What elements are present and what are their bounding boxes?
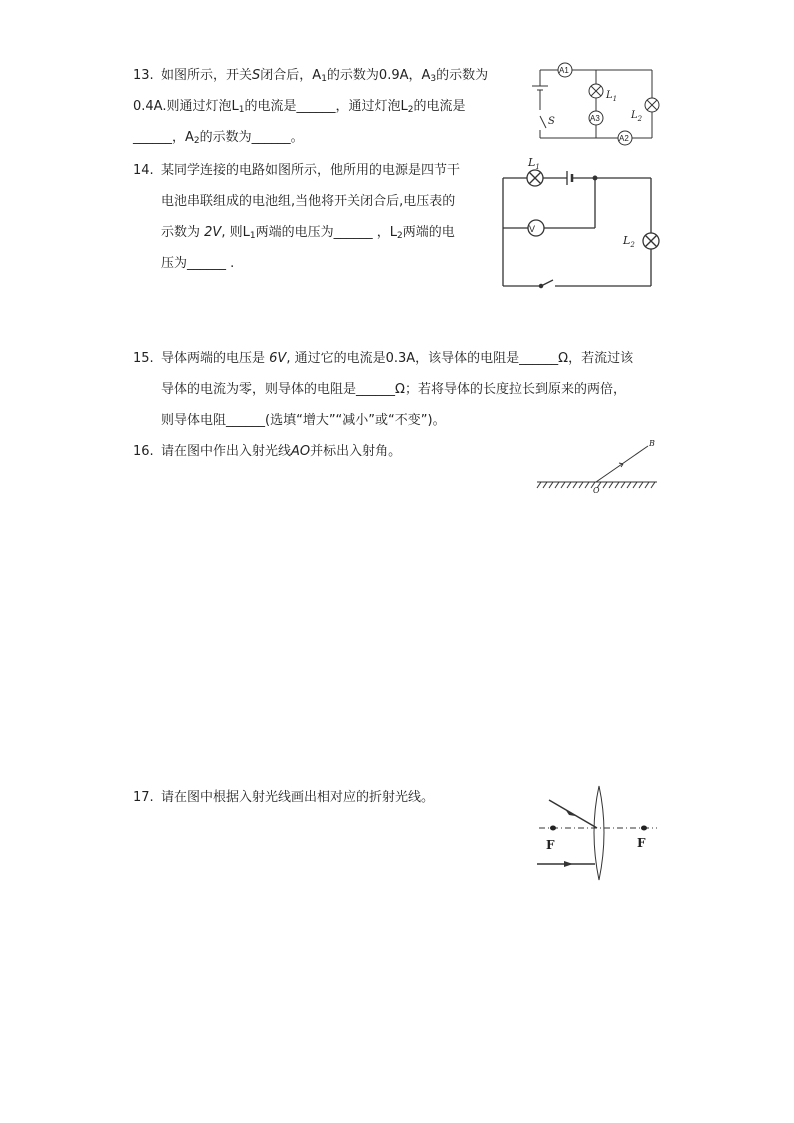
- reflection-diagram-q16: [535, 436, 660, 496]
- focus-point-left: [550, 826, 556, 831]
- question-text-line: 某同学连接的电路如图所示，他所用的电源是四节干: [161, 163, 461, 178]
- question-16: [133, 436, 533, 467]
- question-text-line: ______，$A_2$的示数为______。: [133, 122, 304, 157]
- question-text-line: 示数为 2V, 则$L_1$两端的电压为______ ，$L_2$两端的电: [161, 217, 455, 252]
- answer-blank[interactable]: ______: [251, 130, 291, 145]
- question-number: 16.: [133, 444, 154, 459]
- convex-lens: [594, 786, 604, 880]
- answer-blank[interactable]: ______: [187, 256, 227, 271]
- question-number: 17.: [133, 790, 154, 805]
- question-text-line: 电池串联组成的电池组,当他将开关闭合后,电压表的: [161, 194, 456, 209]
- question-text-line: 如图所示，开关S闭合后，$A_1$的示数为0.9A，$A_3$的示数为: [161, 68, 489, 84]
- question-text-line: 导体的电流为零，则导体的电阻是______Ω；若将导体的长度拉长到原来的两倍，: [161, 374, 626, 405]
- label-l2: $L_2$: [631, 110, 643, 123]
- label-f-right: F: [637, 836, 646, 850]
- label-f-left: F: [546, 838, 555, 852]
- answer-blank[interactable]: ______: [296, 99, 336, 114]
- focus-point-right: [641, 826, 647, 831]
- label-a1: A1: [559, 66, 569, 75]
- label-l1: $L_1$: [606, 90, 618, 103]
- label-l1: $L_1$: [528, 156, 540, 171]
- question-17: [133, 782, 533, 813]
- label-l2: $L_2$: [623, 234, 635, 249]
- question-text-line: 请在图中根据入射光线画出相对应的折射光线。: [161, 790, 435, 805]
- circuit-diagram-q13: [528, 58, 660, 148]
- question-14: [133, 155, 493, 279]
- question-number: 13.: [133, 68, 154, 83]
- label-s: S: [548, 116, 555, 127]
- question-number: 15.: [133, 351, 154, 366]
- label-a2: A2: [619, 134, 629, 143]
- incident-ray-top: [549, 800, 597, 828]
- question-text-line: 导体两端的电压是 6V, 通过它的电流是0.3A，该导体的电阻是______Ω，若流过该: [161, 343, 633, 374]
- answer-blank[interactable]: ______: [333, 225, 373, 240]
- label-a3: A3: [590, 114, 600, 123]
- question-text-line: 压为______ .: [161, 248, 234, 279]
- lens-diagram-q17: [533, 782, 663, 884]
- question-text-line: 0.4A.则通过灯泡$L_1$的电流是______，通过灯泡$L_2$的电流是: [133, 91, 465, 126]
- question-13: [133, 60, 533, 155]
- question-15: [133, 343, 693, 438]
- question-text-line: 则导体电阻______(选填“增大”“减小”或“不变”)。: [161, 405, 446, 436]
- answer-blank[interactable]: ______: [226, 413, 266, 428]
- label-o: O: [593, 486, 600, 495]
- answer-blank[interactable]: ______: [519, 351, 559, 366]
- answer-blank[interactable]: ______: [356, 382, 396, 397]
- label-b: B: [649, 439, 655, 448]
- label-v: V: [528, 224, 536, 234]
- question-text-line: 请在图中作出入射光线AO并标出入射角。: [161, 444, 402, 459]
- question-number: 14.: [133, 163, 154, 178]
- answer-blank[interactable]: ______: [133, 130, 172, 145]
- circuit-diagram-q14: [495, 152, 667, 294]
